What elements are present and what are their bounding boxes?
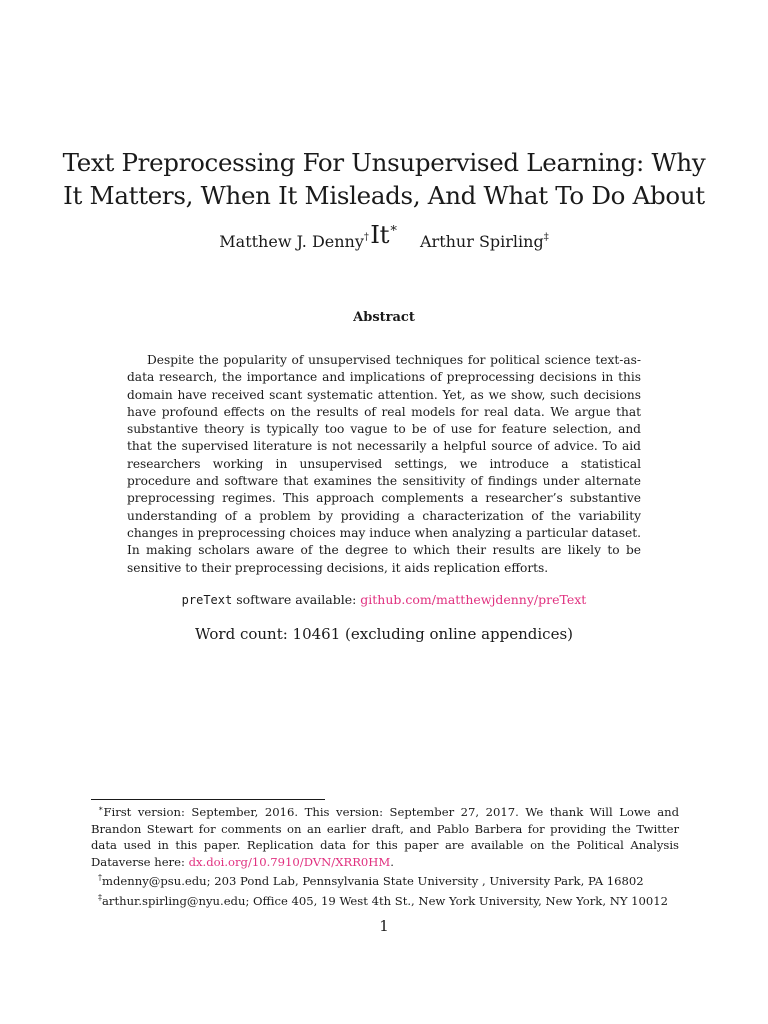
software-availability (0, 592, 768, 607)
footnote-mark: † (98, 873, 102, 883)
doi-link[interactable]: dx.doi.org/10.7910/DVN/XRR0HM (188, 854, 391, 869)
author-footnote-mark: † (363, 232, 369, 243)
software-package-name: preText (181, 593, 233, 607)
footnote-text: arthur.spirling@nyu.edu; Office 405, 19 West 4th St., New York University, New York, NY 10012 (102, 893, 669, 908)
abstract-heading: Abstract (353, 310, 415, 325)
footnote-divider (91, 799, 325, 800)
author-name: Matthew J. Denny (219, 232, 364, 251)
author-denny (219, 232, 369, 251)
author-footnote-mark: ‡ (543, 232, 549, 243)
word-count: Word count: 10461 (excluding online appendices) (194, 625, 574, 643)
footnote-mark: ∗ (98, 804, 104, 813)
github-link[interactable]: github.com/matthewjdenny/preText (360, 592, 587, 607)
footnote-denny (91, 870, 679, 890)
author-spirling (420, 232, 549, 251)
author-name: Arthur Spirling (419, 232, 544, 251)
author-list (0, 232, 768, 251)
footnote-version (91, 801, 679, 870)
footnote-end: . (390, 854, 394, 869)
footnote-text: First version: September, 2016. This version: September 27, 2017. We thank Will Lowe and Brandon Stewart for comments on an earlier draft, and Pablo Barbera for providing the Twitter data used in this paper. Replication data for this paper are available on the Political Analysis Dataverse here: (91, 805, 679, 869)
title-footnote-mark: ∗ (389, 221, 398, 236)
abstract-body: Despite the popularity of unsupervised techniques for political science text-as-data research, the importance and implications of preprocessing decisions in this domain have received scant systematic attention. Yet, as we show, such decisions have profound effects on the results of real models for real data. We argue that substantive theory is typically too vague to be of use for feature selection, and that the supervised literature is not necessarily a helpful source of advice. To aid researchers working in unsupervised settings, we introduce a statistical procedure and software that examines the sensitivity of findings under alternate preprocessing regimes. This approach complements a researcher’s substantive understanding of a problem by providing a characterization of the variability changes in preprocessing choices may induce when analyzing a particular dataset. In making scholars aware of the degree to which their results are likely to be sensitive to their preprocessing decisions, it aids replication efforts. (127, 353, 641, 575)
page-number: 1 (379, 917, 389, 935)
footnotes (91, 801, 679, 910)
footnote-spirling (91, 890, 679, 910)
footnote-mark: ‡ (98, 892, 102, 902)
paper-title-text: Text Preprocessing For Unsupervised Learning: Why It Matters, When It Misleads, And What To Do About It (62, 148, 706, 249)
footnote-text: mdenny@psu.edu; 203 Pond Lab, Pennsylvania State University , University Park, PA 16802 (102, 874, 644, 889)
software-text: software available: (232, 592, 361, 607)
